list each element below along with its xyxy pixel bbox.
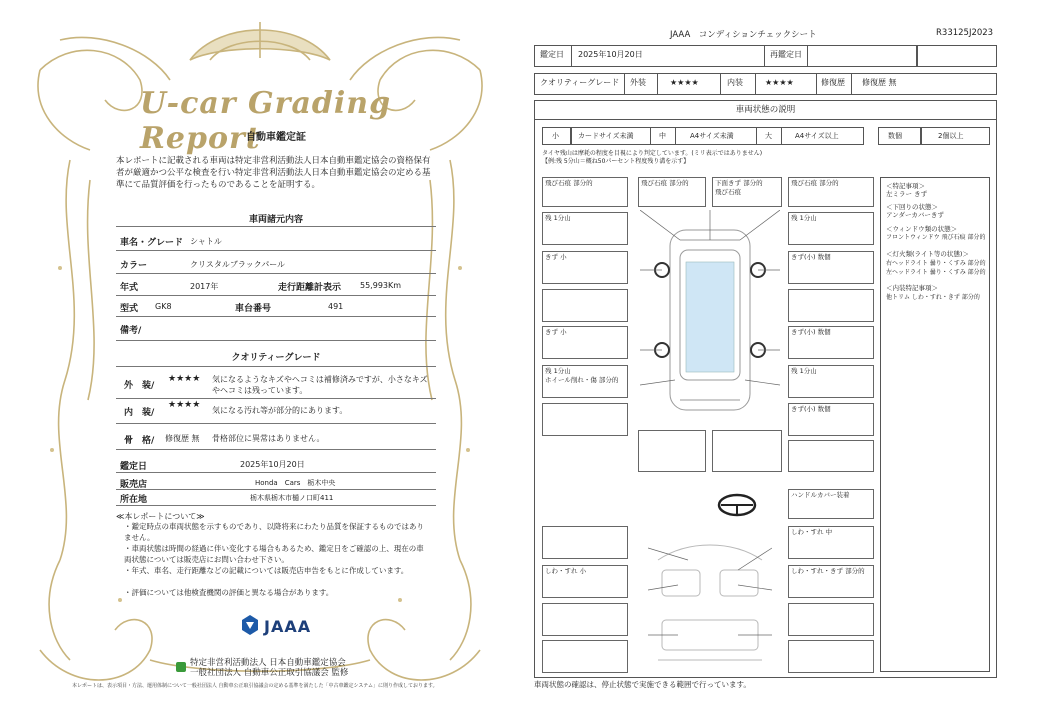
cell-border	[920, 127, 922, 145]
year-value: 2017年	[190, 282, 219, 291]
special-title: ＜ウィンドウ類の状態＞	[886, 225, 958, 233]
special-title: ＜灯火類(ライト等の状態)＞	[886, 250, 969, 258]
special-note: フロントウィンドウ 飛び石痕 部分的	[886, 234, 986, 241]
damage-box: きず 小	[542, 251, 628, 284]
interior-label: 内 装/	[124, 408, 155, 418]
damage-box: きず(小) 数個	[788, 326, 874, 359]
size-large: 大	[765, 132, 772, 140]
org-supervisor: 一般社団法人 自動車公正取引協議会 監修	[190, 668, 349, 678]
size-mid-desc: A4サイズ未満	[690, 132, 734, 140]
divider	[116, 226, 436, 227]
sheet-id: R33125J2023	[936, 28, 994, 38]
damage-box	[788, 640, 874, 673]
interior-text: 気になる汚れ等が部分的にあります。	[212, 406, 348, 415]
color-value: クリスタルブラックパール	[190, 260, 286, 269]
special-title: ＜特記事項＞	[886, 182, 925, 190]
specs-title: 車両諸元内容	[248, 215, 303, 225]
divider	[116, 273, 436, 274]
date-value: 2025年10月20日	[240, 460, 305, 469]
special-note: アンダーカバーきず	[886, 211, 944, 219]
tire-note-example: 【例:残 5分山＝概ね50パーセント程度残り溝を示す】	[542, 158, 690, 165]
tire-note: タイヤ残山は摩耗の程度を目視により判定しています。(ミリ表示ではありません)	[542, 150, 763, 157]
damage-box: 残 1分山	[788, 212, 874, 245]
divider	[116, 423, 436, 424]
damage-box	[542, 526, 628, 559]
interior-stars: ★★★★	[168, 400, 201, 410]
divider	[116, 472, 436, 473]
damage-box	[788, 603, 874, 636]
frame-value: 修復歴 無	[165, 434, 200, 443]
interior-stars: ★★★★	[765, 78, 794, 87]
dealer-label: 販売店	[120, 480, 148, 490]
about-item: ・鑑定時点の車両状態を示すものであり、以降将来にわたり品質を保証するものではありません。	[124, 522, 424, 542]
damage-box	[542, 403, 628, 436]
damage-box: きず 小	[542, 326, 628, 359]
exam-date-value: 2025年10月20日	[578, 50, 643, 59]
frame-label: 骨 格/	[124, 436, 155, 446]
model-label: 型式	[120, 304, 139, 314]
damage-box	[638, 430, 706, 472]
damage-box	[542, 640, 628, 673]
sheet-footer: 車両状態の確認は、停止状態で実施できる範囲で行っています。	[534, 680, 751, 689]
reexam-label: 再鑑定日	[770, 50, 802, 59]
divider	[116, 505, 436, 506]
size-mid: 中	[659, 132, 666, 140]
chassis-label: 車台番号	[235, 304, 272, 314]
car-top-diagram	[640, 210, 780, 425]
frame-text: 骨格部位に異常はありません。	[212, 434, 325, 443]
exam-date-label: 鑑定日	[540, 50, 564, 59]
damage-box: きず(小) 数個	[788, 251, 874, 284]
damage-box	[788, 440, 874, 472]
special-note: 他トリム しわ・すれ・きず 部分的	[886, 294, 980, 301]
divider	[116, 340, 436, 341]
address-value: 栃木県栃木市樋ノ口町411	[250, 494, 334, 502]
size-small-desc: カードサイズ未満	[578, 132, 634, 140]
damage-box: しわ・すれ 中	[788, 526, 874, 559]
damage-box: 飛び石痕 部分的	[638, 177, 706, 207]
interior-label: 内装	[727, 78, 743, 87]
org-name: 特定非営利活動法人 日本自動車鑑定協会	[190, 658, 346, 668]
damage-box: 下面きず 部分的 飛び石痕	[712, 177, 782, 207]
divider	[116, 449, 436, 450]
divider	[116, 489, 436, 490]
damage-box	[542, 289, 628, 322]
divider	[116, 366, 436, 367]
damage-box: 残 1分山	[788, 365, 874, 398]
year-label: 年式	[120, 283, 139, 293]
damage-box	[788, 289, 874, 322]
special-title: ＜内装特記事項＞	[886, 284, 938, 292]
damage-box: きず(小) 数個	[788, 403, 874, 436]
address-label: 所在地	[120, 495, 148, 505]
damage-box	[542, 603, 628, 636]
divider	[116, 295, 436, 296]
dealer-value: Honda Cars 栃木中央	[255, 479, 336, 487]
divider	[116, 398, 436, 399]
damage-box: 飛び石痕 部分的	[542, 177, 628, 207]
condition-check-sheet	[520, 0, 1040, 720]
color-label: カラー	[120, 261, 148, 271]
date-label: 鑑定日	[120, 462, 148, 472]
count-value: 2個以上	[938, 132, 964, 140]
repair-label: 修復歴	[821, 78, 845, 87]
exterior-label: 外 装/	[124, 381, 155, 391]
steering-wheel-icon	[716, 492, 758, 518]
about-item: ・評価については他検査機関の評価と異なる場合があります。	[124, 588, 334, 597]
divider	[116, 316, 436, 317]
state-title: 車両状態の説明	[534, 100, 997, 120]
chassis-value: 491	[328, 302, 344, 311]
count-label: 数個	[888, 132, 902, 140]
exterior-label: 外装	[630, 78, 646, 87]
jaaa-logo-icon	[240, 614, 260, 636]
grade-label: クオリティーグレード	[540, 78, 620, 87]
damage-box: 飛び石痕 部分的	[788, 177, 874, 207]
report-title: U-car Grading Report	[140, 86, 392, 156]
special-title: ＜下回りの状態＞	[886, 203, 938, 211]
association-icon	[176, 662, 186, 672]
repair-value: 修復歴 無	[862, 78, 897, 87]
damage-box	[712, 430, 782, 472]
damage-box: しわ・すれ・きず 部分的	[788, 565, 874, 598]
jaaa-logo-text: JAAA	[264, 617, 312, 636]
car-name-value: シャトル	[190, 237, 222, 246]
cell-border	[570, 127, 572, 145]
about-title: ≪本レポートについて≫	[116, 512, 205, 521]
special-note: 左ヘッドライト 曇り・くすみ 部分的	[886, 269, 986, 276]
exterior-text: 気になるようなキズやヘコミは補修済みですが、小さなキズやヘコミは残っています。	[212, 375, 428, 395]
car-name-label: 車名・グレード	[120, 238, 184, 248]
damage-box: しわ・すれ 小	[542, 565, 628, 598]
about-item: ・年式、車名、走行距離などの記載については販売店申告をもとに作成しています。	[124, 566, 409, 575]
notes-label: 備考/	[120, 326, 142, 336]
size-large-desc: A4サイズ以上	[795, 132, 839, 140]
damage-box: 残 1分山	[542, 212, 628, 245]
mileage-label: 走行距離計表示	[278, 283, 342, 293]
cell-border	[916, 45, 918, 67]
divider	[116, 250, 436, 251]
exterior-stars: ★★★★	[168, 374, 201, 384]
damage-box: ハンドルカバー装着	[788, 489, 874, 519]
report-subtitle: 自動車鑑定証	[246, 132, 306, 143]
left-footer: 本レポートは、表示項目・方法、運用体制について一般社団法人 自動車公正取引協議会の定める基準を満たした「中古車鑑定システム」に則り作成しております。	[72, 683, 438, 689]
car-interior-diagram	[648, 540, 772, 676]
quality-title: クオリティーグレード	[231, 353, 321, 363]
intro-text: 本レポートに記載される車両は特定非営利活動法人日本自動車鑑定協会の資格保有者が厳適かつ公平な検査を行い特定非営利活動法人日本自動車鑑定協会の定める基準にて品質評価を行ったものであることを証明する。	[116, 156, 431, 190]
mileage-value: 55,993Km	[360, 281, 402, 290]
sheet-title: JAAA コンディションチェックシート	[670, 30, 817, 40]
damage-box: 残 1分山 ホイール削れ・傷 部分的	[542, 365, 628, 398]
model-value: GK8	[155, 302, 172, 311]
about-item: ・車両状態は時間の経過に伴い変化する場合もあるため、鑑定日をご確認の上、現在の車両状態については販売店にお問い合わせ下さい。	[124, 544, 424, 564]
special-note: 右ヘッドライト 曇り・くすみ 部分的	[886, 260, 986, 267]
size-small: 小	[552, 132, 559, 140]
exterior-stars: ★★★★	[670, 78, 699, 87]
special-note: 左ミラー きず	[886, 190, 928, 198]
